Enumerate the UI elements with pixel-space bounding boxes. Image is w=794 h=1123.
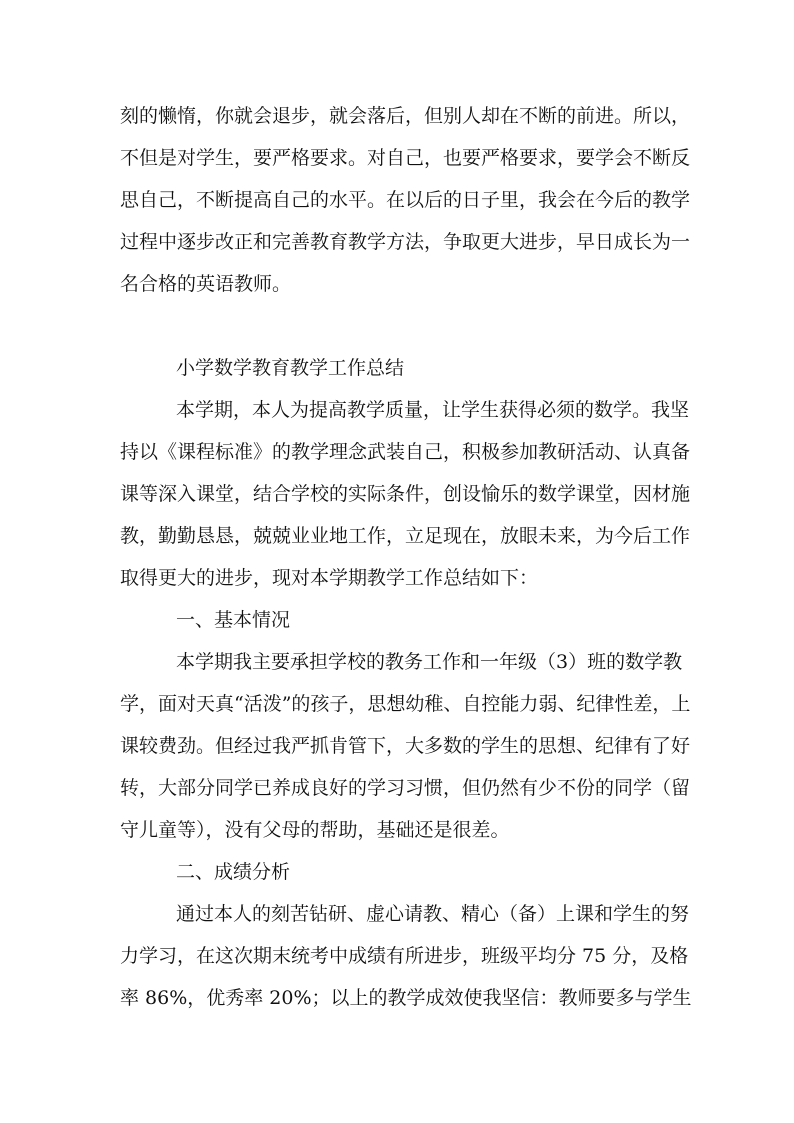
body-line: 过程中逐步改正和完善教育教学方法，争取更大进步，早日成长为一: [120, 231, 691, 253]
body-line: 取得更大的进步，现对本学期教学工作总结如下：: [120, 567, 539, 589]
paragraph-first-line: 本学期，本人为提高教学质量，让学生获得必须的数学。我坚: [176, 399, 690, 421]
body-line: 思自己，不断提高自己的水平。在以后的日子里，我会在今后的教学: [120, 189, 691, 211]
body-line: 转，大部分同学已养成良好的学习习惯，但仍然有少不份的同学（留: [120, 777, 691, 799]
body-line: 课等深入课堂，结合学校的实际条件，创设愉乐的数学课堂，因材施: [120, 483, 691, 505]
body-line: 名合格的英语教师。: [120, 273, 292, 295]
subheading: 二、成绩分析: [176, 861, 291, 883]
section-title: 小学数学教育教学工作总结: [176, 357, 405, 379]
paragraph-first-line: 通过本人的刻苦钻研、虚心请教、精心（备）上课和学生的努: [176, 903, 690, 925]
body-line: 持以《课程标准》的教学理念武装自己，积极参加教研活动、认真备: [120, 441, 691, 463]
body-line: 守儿童等），没有父母的帮助，基础还是很差。: [120, 819, 510, 841]
body-line: 学，面对天真“活泼”的孩子，思想幼稚、自控能力弱、纪律性差，上: [120, 693, 691, 715]
body-line: 不但是对学生，要严格要求。对自己，也要严格要求，要学会不断反: [120, 147, 691, 169]
body-line: 率 86%，优秀率 20%；以上的教学成效使我坚信：教师要多与学生: [120, 987, 692, 1009]
body-line: 刻的懒惰，你就会退步，就会落后，但别人却在不断的前进。所以，: [120, 105, 691, 127]
body-line: 课较费劲。但经过我严抓肯管下，大多数的学生的思想、纪律有了好: [120, 735, 691, 757]
body-line: 力学习，在这次期末统考中成绩有所进步，班级平均分 75 分，及格: [120, 945, 689, 967]
subheading: 一、基本情况: [176, 609, 291, 631]
paragraph-first-line: 本学期我主要承担学校的教务工作和一年级（3）班的数学教: [176, 651, 683, 673]
body-line: 教，勤勤恳恳，兢兢业业地工作，立足现在，放眼未来，为今后工作: [120, 525, 691, 547]
